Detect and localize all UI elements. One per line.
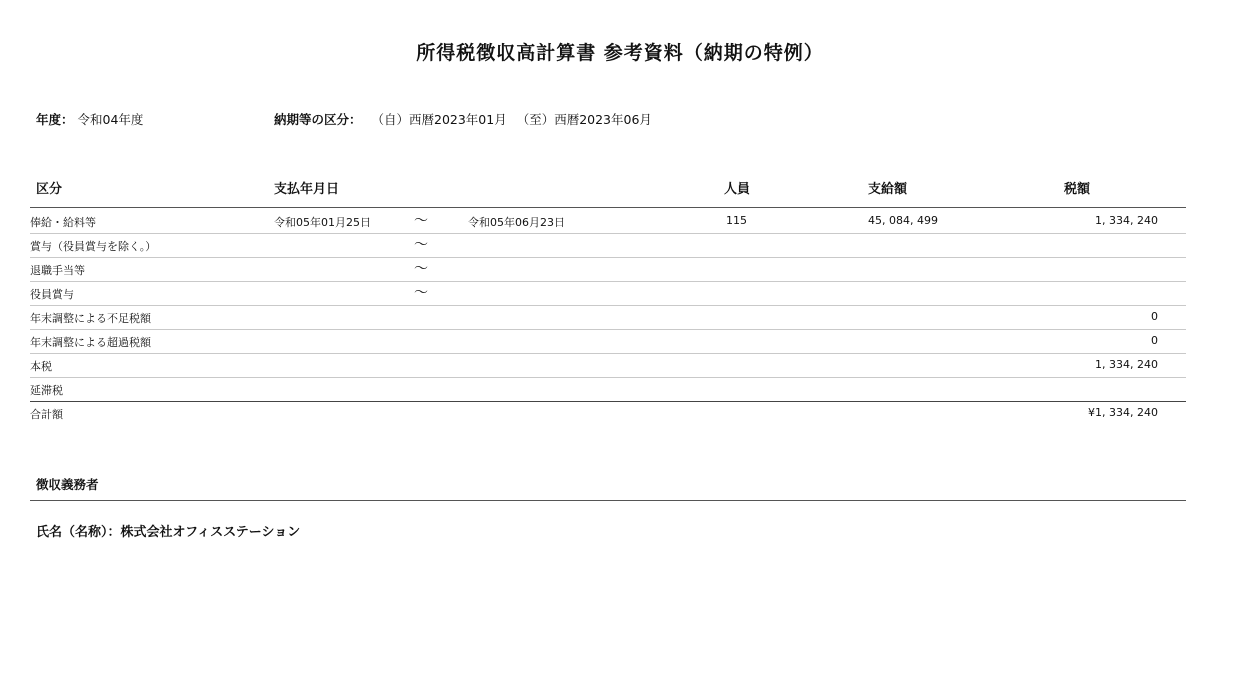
row-date-from: 令和05年01月25日 (274, 216, 371, 229)
row-tax-amount: 0 (1151, 334, 1158, 347)
table-row (30, 210, 1186, 234)
table-row (30, 402, 1186, 425)
row-tax-amount: 0 (1151, 310, 1158, 323)
row-date-separator: 〜 (414, 285, 428, 301)
row-label: 賞与（役員賞与を除く。） (30, 240, 157, 253)
document-title: 所得税徴収高計算書 参考資料（納期の特例） (416, 42, 824, 64)
header-paid-amount: 支給額 (868, 182, 908, 197)
table-row (30, 354, 1186, 378)
row-date-separator: 〜 (414, 237, 428, 253)
payment-period-from: （自）西暦2023年01月 (371, 112, 507, 127)
fiscal-year (36, 110, 143, 128)
row-label: 年末調整による不足税額 (30, 312, 151, 325)
table-row (30, 258, 1186, 282)
row-label: 俸給・給料等 (30, 216, 96, 229)
header-divider (30, 207, 1186, 208)
fiscal-year-value: 令和04年度 (77, 112, 144, 127)
table-row (30, 282, 1186, 306)
row-tax-amount: ¥1, 334, 240 (1088, 406, 1158, 419)
withholder-name: 氏名（名称）：株式会社オフィスステーション (36, 525, 301, 540)
withholder-section-title: 徴収義務者 (36, 477, 99, 492)
table-row (30, 378, 1186, 402)
header-payment-date: 支払年月日 (274, 182, 340, 197)
payment-period-label: 納期等の区分： (274, 112, 362, 127)
row-label: 本税 (30, 360, 52, 373)
row-label: 役員賞与 (30, 288, 74, 301)
header-people: 人員 (724, 182, 751, 197)
header-tax-amount: 税額 (1064, 182, 1091, 197)
row-date-separator: 〜 (414, 261, 428, 277)
row-paid-amount: 45, 084, 499 (868, 214, 938, 227)
row-date-separator: 〜 (414, 213, 428, 229)
row-tax-amount: 1, 334, 240 (1095, 214, 1158, 227)
row-people: 115 (726, 214, 747, 227)
withholder-divider (30, 500, 1186, 501)
payment-period-to: （至）西暦2023年06月 (516, 112, 652, 127)
row-date-to: 令和05年06月23日 (468, 216, 565, 229)
row-tax-amount: 1, 334, 240 (1095, 358, 1158, 371)
tax-table (30, 210, 1186, 425)
row-label: 延滞税 (30, 384, 63, 397)
fiscal-year-label: 年度： (36, 112, 74, 127)
table-row (30, 330, 1186, 354)
header-category: 区分 (36, 182, 63, 197)
row-label: 退職手当等 (30, 264, 85, 277)
table-row (30, 234, 1186, 258)
row-label: 合計額 (30, 408, 63, 421)
row-label: 年末調整による超過税額 (30, 336, 151, 349)
table-row (30, 306, 1186, 330)
payment-period (274, 110, 652, 128)
